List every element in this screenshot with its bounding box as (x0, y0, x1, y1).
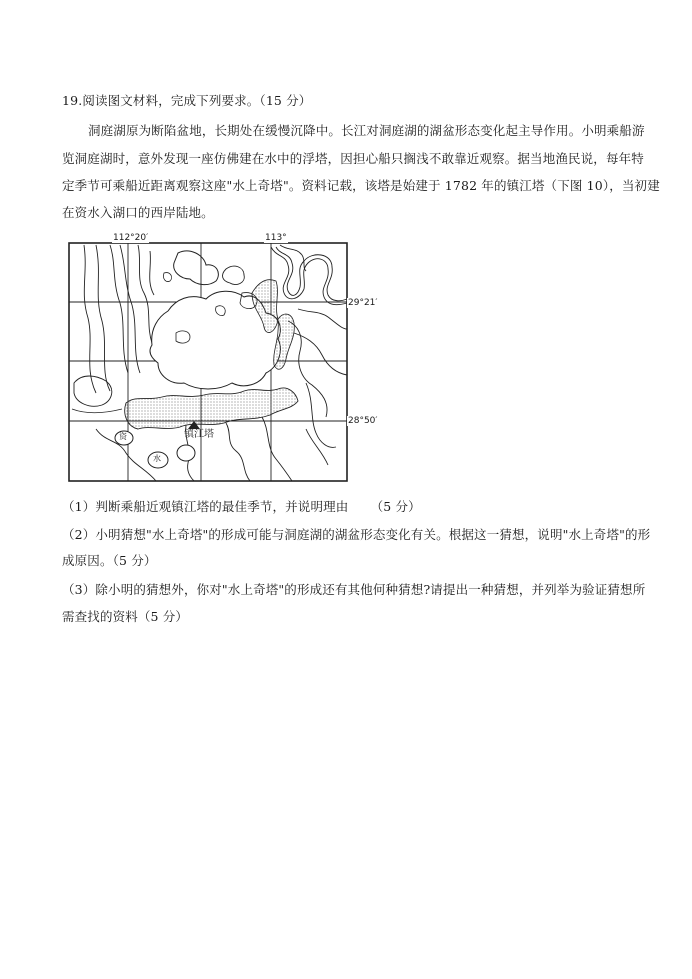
map-drawing (66, 233, 391, 483)
river-label-1: 资 (119, 432, 127, 441)
yangtze-river (271, 245, 347, 305)
river-label-2: 水 (153, 454, 161, 463)
subquestion-1-score: （5 分） (370, 499, 421, 514)
lon-left-label: 112°20′ (113, 233, 149, 243)
subquestion-1-text: （1）判断乘船近观镇江塔的最佳季节，并说明理由 (62, 499, 349, 514)
southern-delta (125, 388, 298, 429)
paragraph-line-4: 在资水入湖口的西岸陆地。 (62, 205, 214, 220)
lat-bottom-label: 28°50′ (348, 416, 378, 426)
eastern-lines (288, 309, 347, 447)
dongting-lake-map (66, 233, 391, 483)
subquestion-1 (62, 497, 421, 515)
subquestion-3-line-1: （3）除小明的猜想外，你对"水上奇塔"的形成还有其他何种猜想?请提出一种猜想，并列举为验证猜想所 (62, 582, 646, 597)
subquestion-2-line-1: （2）小明猜想"水上奇塔"的形成可能与洞庭湖的湖盆形态变化有关。根据这一猜想，说明"水上奇塔"的形 (62, 527, 651, 542)
paragraph-line-2: 览洞庭湖时，意外发现一座仿佛建在水中的浮塔，因担心船只搁浅不敢靠近观察。据当地渔民说，每年特 (62, 151, 644, 166)
subquestion-3-line-2: 需查找的资料（5 分） (62, 609, 189, 624)
paragraph-line-1: 洞庭湖原为断陷盆地，长期处在缓慢沉降中。长江对洞庭湖的湖盆形态变化起主导作用。小明乘船游 (88, 123, 645, 138)
lat-top-label: 29°21′ (348, 298, 378, 308)
lon-right-label: 113° (265, 233, 287, 243)
subquestion-2-line-2: 成原因。（5 分） (62, 553, 157, 568)
western-rivers (84, 245, 154, 393)
question-heading: 19.阅读图文材料，完成下列要求。（15 分） (62, 93, 312, 108)
tower-label: 镇江塔 (184, 429, 214, 440)
paragraph-line-3: 定季节可乘船近距离观察这座"水上奇塔"。资料记载，该塔是始建于 1782 年的镇江塔（下图 10），当初建 (62, 178, 660, 193)
